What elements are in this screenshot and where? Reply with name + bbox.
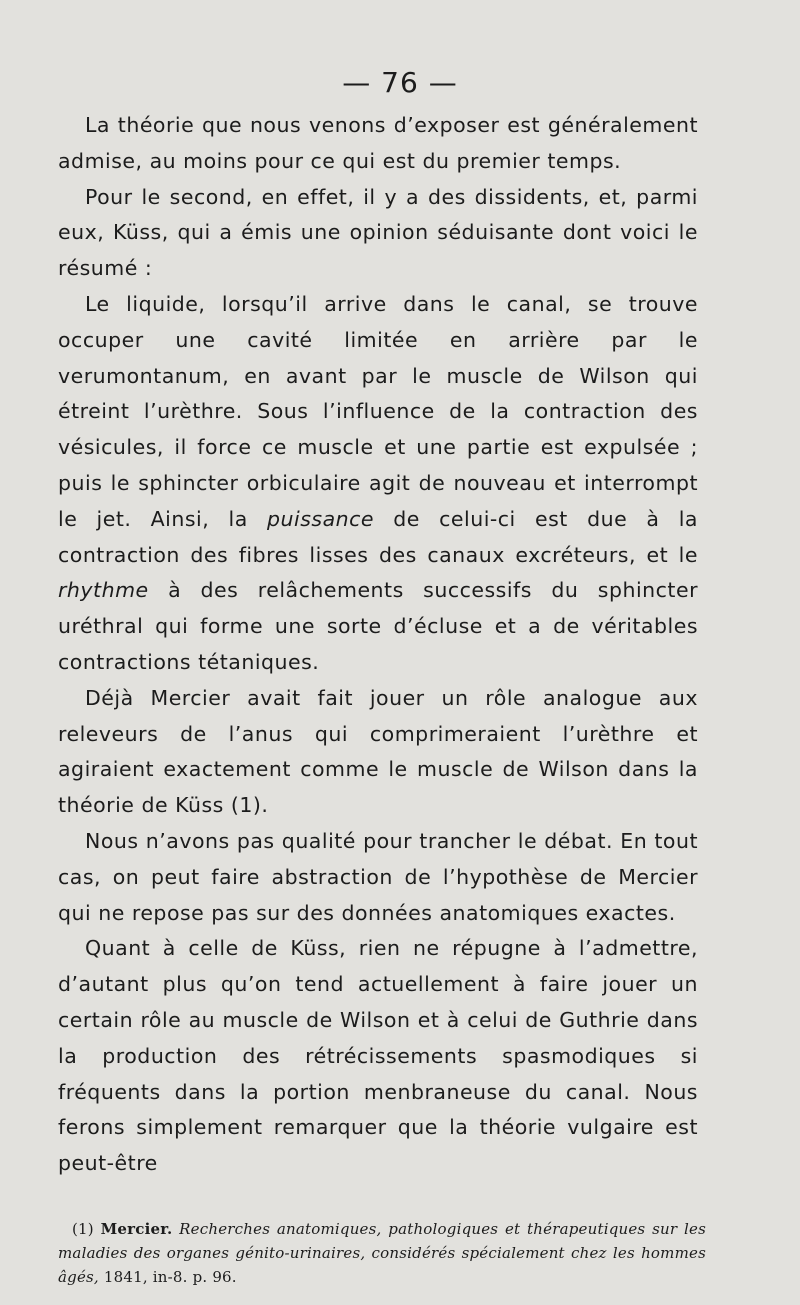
text-run: de celui-ci est due à la contraction des fibres lisses des canaux excréteurs, et le: [58, 506, 698, 567]
text-run: Déjà Mercier avait fait jouer un rôle analogue aux releveurs de l’anus qui comprimeraient l’urèthre et agiraient exactement comme le muscle de Wilson dans la théorie de Küss (1).: [58, 685, 698, 818]
page-number: — 76 —: [342, 66, 458, 99]
italic-text: puissance: [267, 506, 375, 531]
text-run: La théorie que nous venons d’exposer est généralement admise, au moins pour ce qui est du premier temps.: [58, 113, 698, 173]
footnote-title: Recherches anatomiques, pathologiques et thérapeutiques sur les maladies des organes génito-urinaires, considérés spécialement chez les hommes âgés,: [58, 1220, 706, 1286]
footnote-details: 1841, in-8. p. 96.: [98, 1268, 237, 1286]
italic-text: rhythme: [58, 578, 149, 603]
paragraph: [58, 287, 698, 681]
text-run: à des relâchements successifs du sphincter uréthral qui forme une sorte d’écluse et a de véritables contractions tétaniques.: [58, 578, 698, 674]
text-run: Quant à celle de Küss, rien ne répugne à l’admettre, d’autant plus qu’on tend actuellement à faire jouer un certain rôle au muscle de Wilson et à celui de Guthrie dans la production des rétrécissements spasmodiques si fréquents dans la portion menbraneuse du canal. Nous ferons simplement remarquer que la théorie vulgaire est peut-être: [58, 936, 698, 1176]
paragraph: [58, 824, 698, 931]
paragraph: [58, 681, 698, 824]
paragraph: [58, 108, 698, 180]
footnote-marker: (1): [72, 1220, 101, 1238]
text-run: Pour le second, en effet, il y a des dissidents, et, parmi eux, Küss, qui a émis une opinion séduisante dont voici le résumé :: [58, 184, 698, 281]
text-run: Nous n’avons pas qualité pour trancher le débat. En tout cas, on peut faire abstraction de l’hypothèse de Mercier qui ne repose pas sur des données anatomiques exactes.: [58, 828, 698, 925]
footnote: [58, 1217, 706, 1289]
body-text: [58, 108, 698, 1182]
footnote-author: Mercier.: [100, 1220, 173, 1238]
paragraph: [58, 931, 698, 1182]
paragraph: [58, 180, 698, 287]
text-run: Le liquide, lorsqu’il arrive dans le canal, se trouve occuper une cavité limitée en arrière par le verumontanum, en avant par le muscle de Wilson qui étreint l’urèthre. Sous l’influence de la contraction des vésicules, il force ce muscle et une partie est expulsée ; puis le sphincter orbiculaire agit de nouveau et interrompt le jet. Ainsi, la: [58, 291, 698, 531]
